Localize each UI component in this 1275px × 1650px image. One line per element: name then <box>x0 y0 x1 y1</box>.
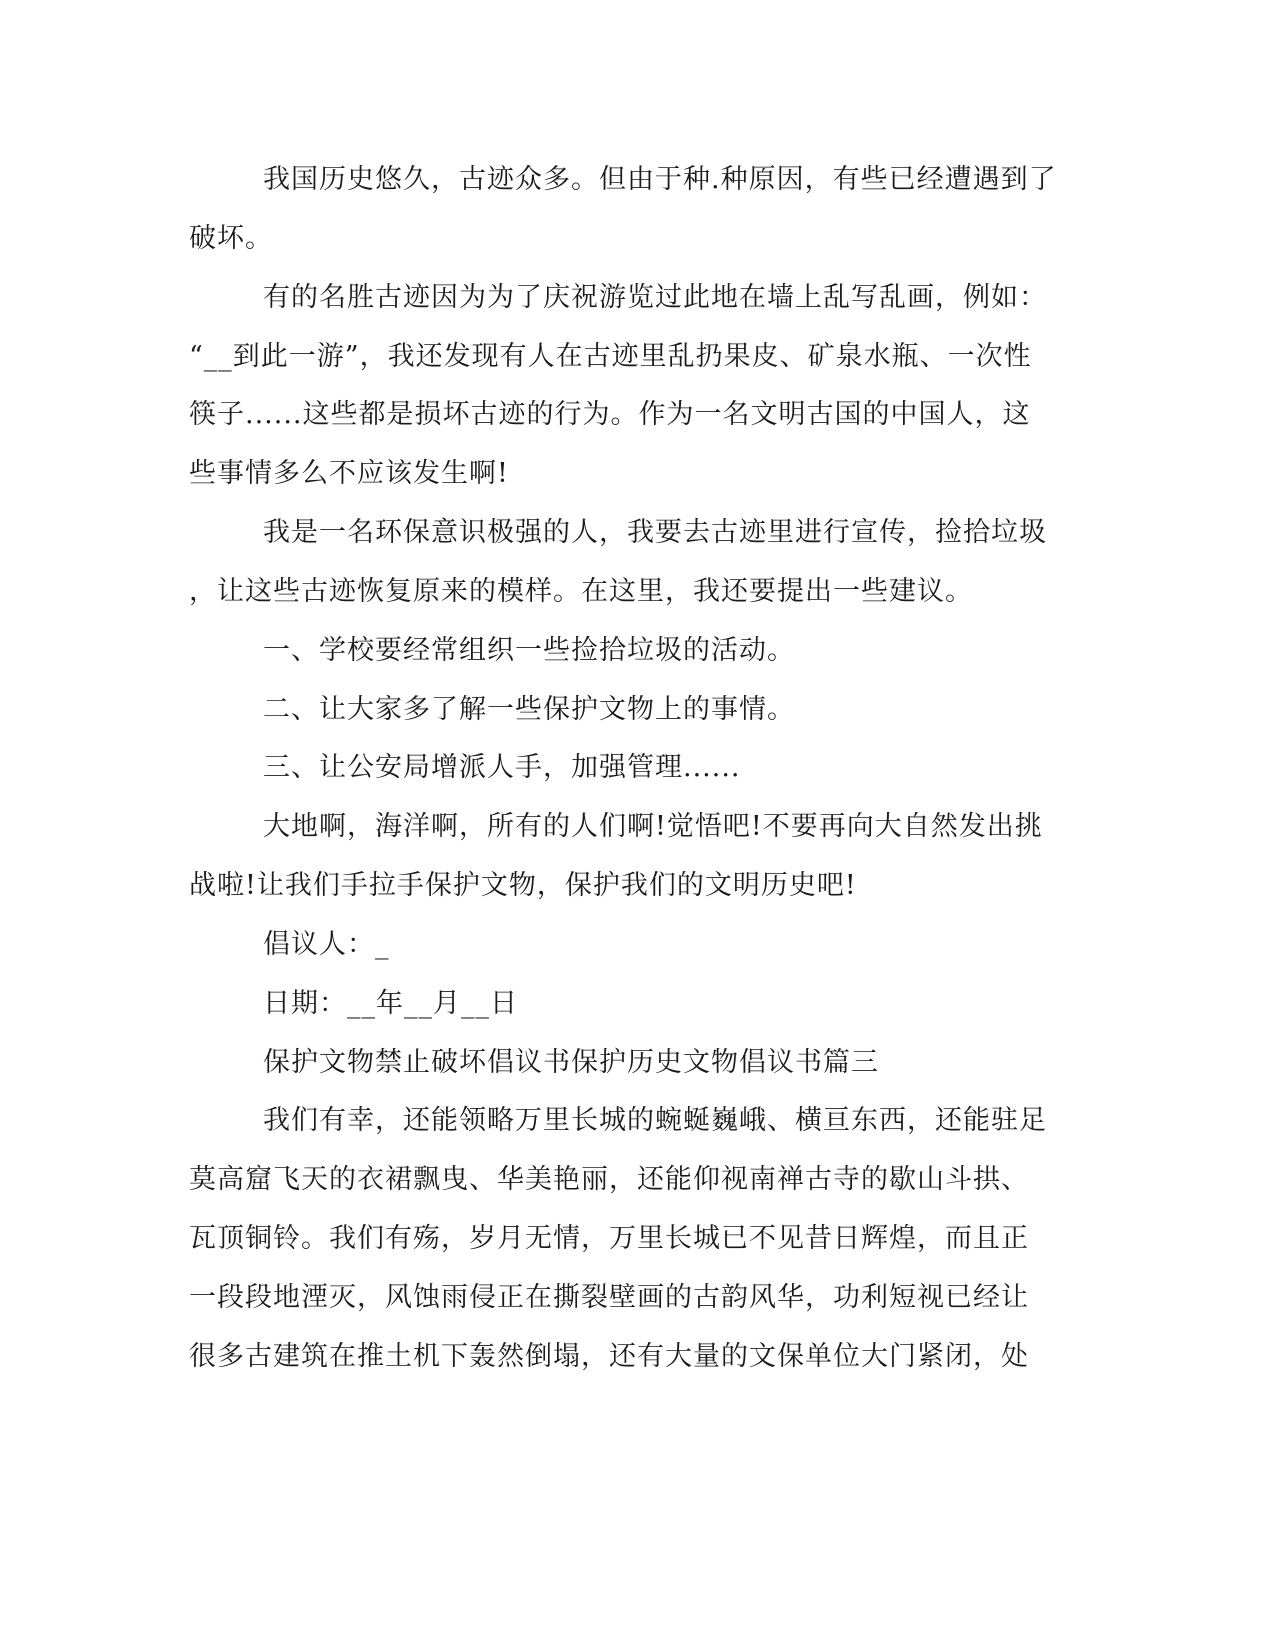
paragraph-3-line-2: ，让这些古迹恢复原来的模样。在这里，我还要提出一些建议。 <box>189 576 973 607</box>
proposer-line: 倡议人：_ <box>263 929 390 960</box>
paragraph-2-line-3: 筷子......这些都是损坏古迹的行为。作为一名文明古国的中国人，这 <box>189 399 1031 430</box>
date-line: 日期：__年__月__日 <box>263 988 518 1019</box>
paragraph-3-line-1: 我是一名环保意识极强的人，我要去古迹里进行宣传，捡拾垃圾 <box>263 517 1047 548</box>
paragraph-1-line-1: 我国历史悠久，古迹众多。但由于种.种原因，有些已经遭遇到了 <box>263 164 1057 195</box>
paragraph-2-line-2: “__到此一游”，我还发现有人在古迹里乱扔果皮、矿泉水瓶、一次性 <box>189 341 1032 372</box>
paragraph-4-line-1: 大地啊，海洋啊，所有的人们啊!觉悟吧!不要再向大自然发出挑 <box>263 811 1043 842</box>
paragraph-1-line-2: 破坏。 <box>189 223 273 254</box>
paragraph-5-line-4: 一段段地湮灭，风蚀雨侵正在撕裂壁画的古韵风华，功利短视已经让 <box>189 1282 1029 1313</box>
suggestion-1: 一、学校要经常组织一些捡拾垃圾的活动。 <box>263 635 795 666</box>
suggestion-3: 三、让公安局增派人手，加强管理...... <box>263 752 741 783</box>
suggestion-2: 二、让大家多了解一些保护文物上的事情。 <box>263 694 795 725</box>
section-title: 保护文物禁止破坏倡议书保护历史文物倡议书篇三 <box>263 1047 879 1078</box>
paragraph-5-line-3: 瓦顶铜铃。我们有殇，岁月无情，万里长城已不见昔日辉煌，而且正 <box>189 1223 1029 1254</box>
paragraph-5-line-2: 莫高窟飞天的衣裙飘曳、华美艳丽，还能仰视南禅古寺的歇山斗拱、 <box>189 1164 1029 1195</box>
paragraph-2-line-1: 有的名胜古迹因为为了庆祝游览过此地在墙上乱写乱画，例如： <box>263 282 1047 313</box>
paragraph-5-line-5: 很多古建筑在推土机下轰然倒塌，还有大量的文保单位大门紧闭，处 <box>189 1341 1029 1372</box>
paragraph-5-line-1: 我们有幸，还能领略万里长城的蜿蜒巍峨、横亘东西，还能驻足 <box>263 1105 1047 1136</box>
paragraph-4-line-2: 战啦!让我们手拉手保护文物，保护我们的文明历史吧! <box>189 870 857 901</box>
paragraph-2-line-4: 些事情多么不应该发生啊! <box>189 458 509 489</box>
